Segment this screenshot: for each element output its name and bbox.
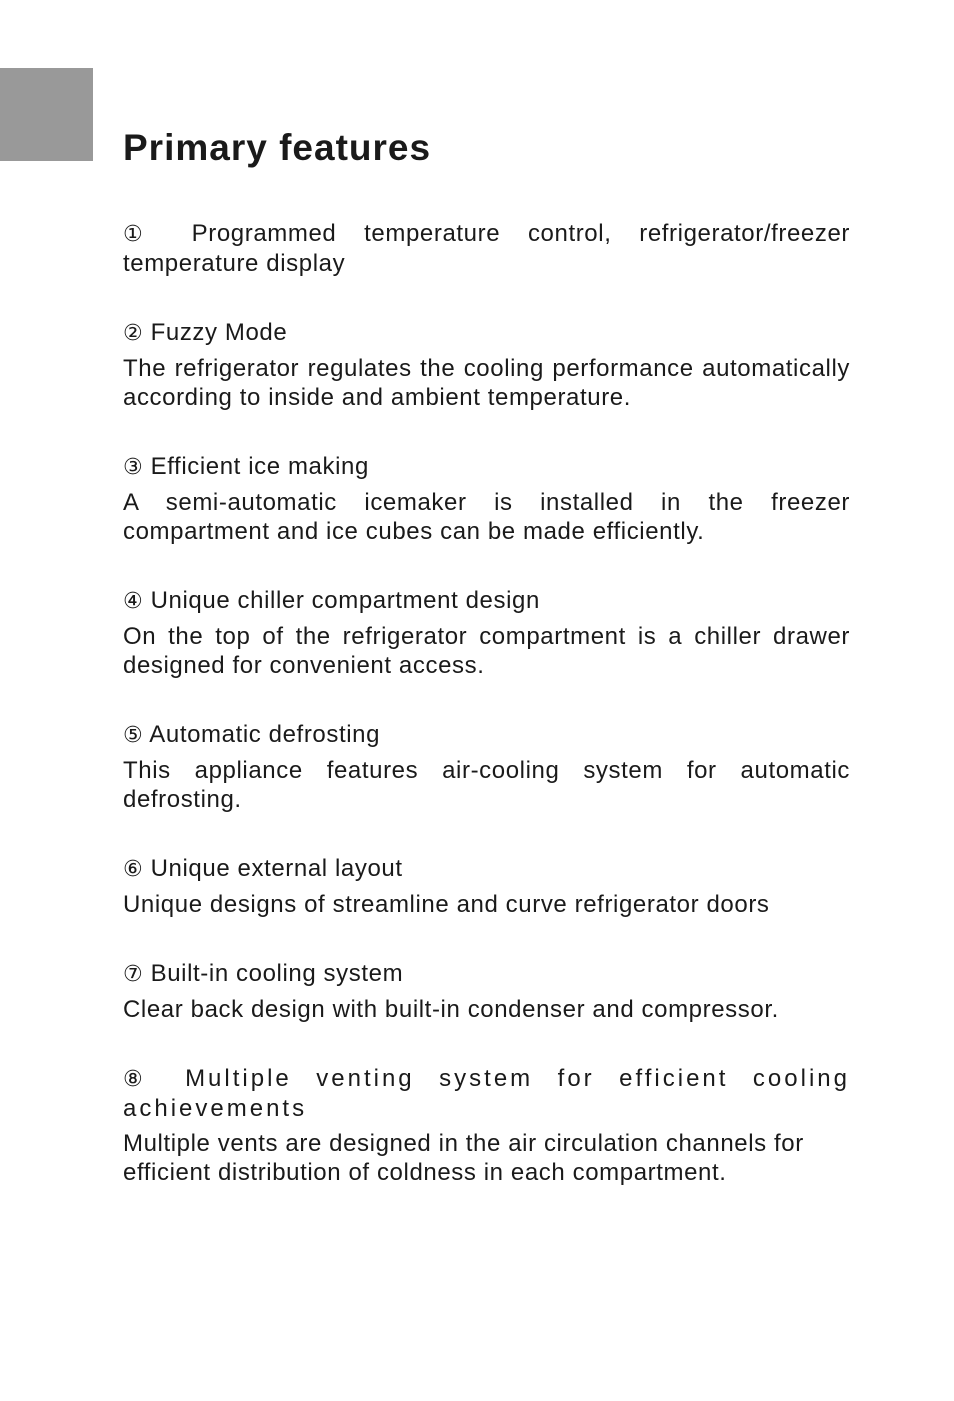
feature-heading (123, 959, 850, 989)
feature-title: Efficient ice making (150, 453, 369, 480)
feature-item-4 (123, 586, 850, 680)
feature-number: ⑧ (123, 1067, 161, 1092)
feature-number: ⑥ (123, 857, 144, 882)
feature-description: Clear back design with built-in condenser and compressor. (123, 996, 779, 1023)
feature-list (123, 219, 850, 1227)
feature-number: ⑤ (123, 723, 144, 748)
feature-heading (123, 1064, 850, 1123)
feature-description: Unique designs of streamline and curve refrigerator doors (123, 891, 770, 918)
feature-number: ③ (123, 455, 144, 480)
feature-item-5 (123, 720, 850, 814)
feature-heading (123, 854, 850, 884)
feature-title: Fuzzy Mode (150, 319, 288, 346)
feature-heading (123, 586, 850, 616)
feature-heading (123, 219, 850, 278)
feature-number: ⑦ (123, 962, 144, 987)
feature-heading (123, 318, 850, 348)
feature-item-2 (123, 318, 850, 412)
feature-title: Unique external layout (150, 855, 403, 882)
feature-title: Built-in cooling system (150, 960, 404, 987)
feature-description: This appliance features air-cooling system for automatic defrosting. (123, 757, 850, 813)
feature-description: A semi-automatic icemaker is installed in the freezer compartment and ice cubes can be made efficiently. (123, 489, 850, 545)
page-title: Primary features (123, 127, 432, 168)
feature-title: Programmed temperature control, refrigerator/freezer temperature display (123, 220, 850, 277)
feature-heading (123, 452, 850, 482)
feature-heading (123, 720, 850, 750)
feature-item-6 (123, 854, 850, 919)
feature-number: ② (123, 321, 144, 346)
feature-item-1 (123, 219, 850, 278)
feature-description: Multiple vents are designed in the air circulation channels for efficient distribution of coldness in each compartment. (123, 1130, 804, 1186)
feature-title: Multiple venting system for efficient cooling achievements (123, 1065, 850, 1122)
section-tab-marker (0, 68, 93, 161)
feature-number: ④ (123, 589, 144, 614)
feature-title: Unique chiller compartment design (150, 587, 540, 614)
feature-number: ① (123, 222, 164, 247)
feature-item-8 (123, 1064, 850, 1187)
feature-description: On the top of the refrigerator compartment is a chiller drawer designed for convenient access. (123, 623, 850, 679)
feature-item-7 (123, 959, 850, 1024)
feature-description: The refrigerator regulates the cooling performance automatically according to inside and ambient temperature. (123, 355, 850, 411)
feature-title: Automatic defrosting (149, 721, 381, 748)
feature-item-3 (123, 452, 850, 546)
